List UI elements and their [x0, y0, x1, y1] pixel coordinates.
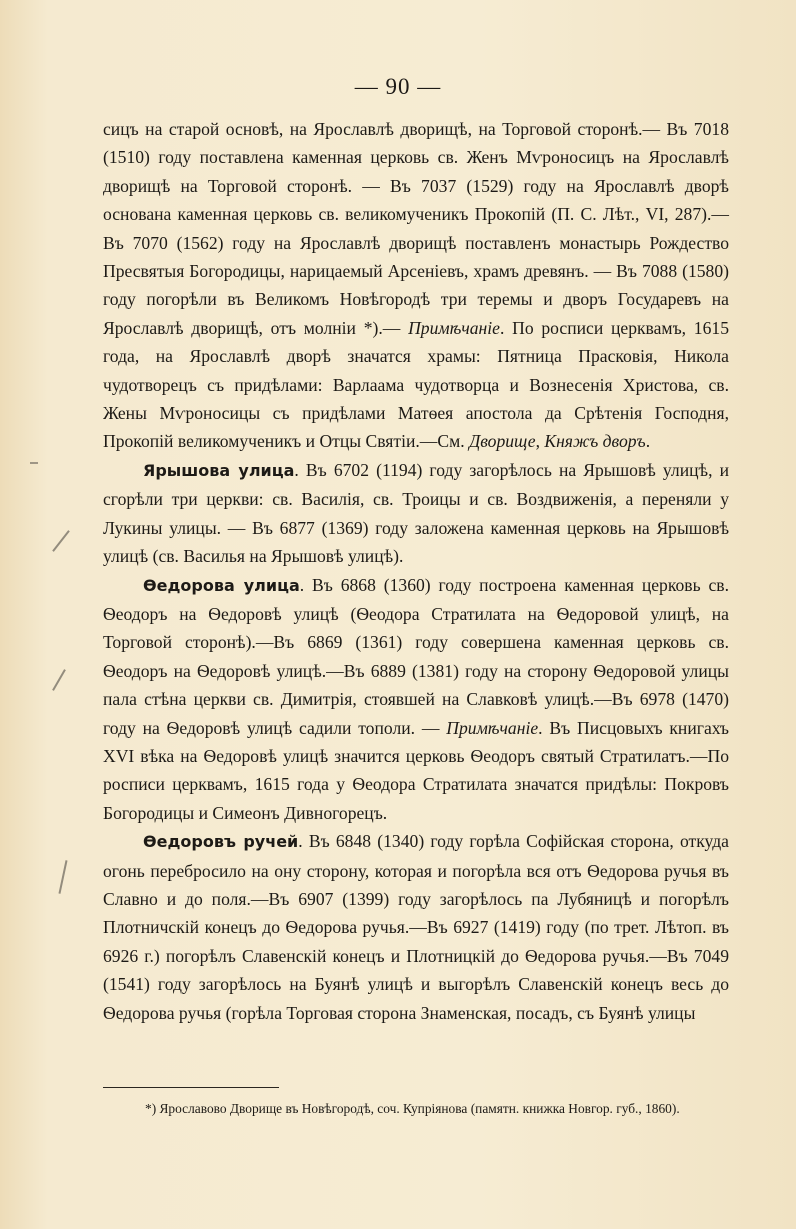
footnote: *) Ярославово Дворище въ Новѣгородѣ, соч. Купріянова (памятн. книжка Новгор. губ., 1860). [145, 1101, 680, 1116]
footnote-divider [103, 1087, 279, 1088]
italic-text: Примѣчаніе [408, 317, 500, 338]
entry-heading: Ярышова улица [143, 460, 295, 480]
text-run: сицъ на старой основѣ, на Ярославлѣ дворищѣ, на Торговой сторонѣ.— Въ 7018 (1510) году поставлена каменная церковь св. Женъ Мѵроносицъ на Ярославлѣ дворищѣ на Торговой сторонѣ. — Въ 7037 (1529) году на Ярославлѣ дворѣ основана каменная церковь св. великомученикъ Прокопій (П. С. Лѣт., VI, 287).—Въ 7070 (1562) году на Ярославлѣ дворищѣ поставленъ монастырь Рождество Пресвятыя Богородицы, нарицаемый Арсеніевъ, храмъ древянъ. — Въ 7088 (1580) году погорѣли въ Великомъ Новѣгородѣ три теремы и дворъ Государевъ на Ярославлѣ дворищѣ, отъ молніи *).— [103, 119, 729, 338]
italic-text: Примѣчаніе [446, 717, 539, 738]
text-run: . [645, 431, 651, 452]
text-run: . Въ 6868 (1360) году построена каменная церковь св. Ѳеодоръ на Ѳедоровѣ улицѣ (Ѳеодора Стратилата на Ѳедоровой улицѣ, на Торговой сторонѣ).—Въ 6869 (1361) году совершена каменная церковь св. Ѳеодоръ на Ѳедоровѣ улицѣ.—Въ 6889 (1381) году на сторону Ѳедоровой улицы пала стѣна церкви св. Димитрія, стоявшей на Славковѣ улицѣ.—Въ 6978 (1470) году на Ѳедоровѣ улицѣ садили тополи. — [103, 574, 729, 738]
page-number: — 90 — [354, 74, 442, 99]
entry-yaryshova-ulitsa [103, 456, 729, 571]
text-run: . Въ 6848 (1340) году горѣла Софійская сторона, откуда огонь перебросило на ону сторону, которая и погорѣла вся отъ Ѳедорова ручья въ Славно и до поля.—Въ 6907 (1399) году загорѣлось па Лубяницѣ и погорѣлъ Плотничскій конецъ до Ѳедорова ручья.—Въ 6927 (1419) году (по трет. Лѣтоп. въ 6926 г.) погорѣлъ Славенскій конецъ и Плотницкій до Ѳедорова ручья.—Въ 7049 (1541) году загорѣлось на Буянѣ улицѣ и выгорѣлъ Славенскій конецъ весь до Ѳедорова ручья (горѣла Торговая сторона Знаменская, посадъ, съ Буянѣ улицы [103, 831, 729, 1023]
italic-text: Княжъ дворъ [544, 431, 646, 452]
margin-pencil-mark [58, 860, 67, 894]
entry-heading: Ѳедорова улица [143, 575, 300, 595]
text-run: . Въ 6702 (1194) году загорѣлось на Ярышовѣ улицѣ, и сгорѣли три церкви: св. Василія, св. Троицы и св. Воздвиженія, а переняли у Лукины улицы. — Въ 6877 (1369) году заложена каменная церковь на Ярышовѣ улицѣ (св. Василья на Ярышовѣ улицѣ). [103, 459, 729, 567]
text-run: . По росписи церквамъ, 1615 года, на Ярославлѣ дворѣ значатся храмы: Пятница Прасковія, Никола чудотворецъ съ придѣлами: Варлаама чудотворца и Вознесенія Христова, св. Жены Мѵроносицы съ придѣлами Матѳея апостола да Срѣтенія Господня, Прокопій великомученикъ и Отцы Святіи.—См. [103, 317, 729, 452]
entry-heading: Ѳедоровъ ручей [143, 832, 299, 852]
margin-pencil-mark [52, 530, 70, 552]
italic-text: Дворище [469, 431, 536, 452]
text-run: . Въ Писцовыхъ книгахъ XVI вѣка на Ѳедоровѣ улицѣ значится церковь Ѳеодоръ святый Стратилатъ.—По росписи церквамъ, 1615 года у Ѳеодора Стратилата значатся придѣлы: Покровъ Богородицы и Симеонъ Дивногорецъ. [103, 717, 729, 823]
entry-fedorova-ulitsa [103, 571, 729, 828]
body-text [103, 115, 729, 1027]
entry-fedorov-ruchei [103, 827, 729, 1027]
paragraph-yaroslav-dvorishche [103, 115, 729, 456]
margin-pencil-mark [52, 669, 66, 691]
text-run: , [535, 431, 545, 452]
margin-dash-mark [30, 462, 38, 464]
